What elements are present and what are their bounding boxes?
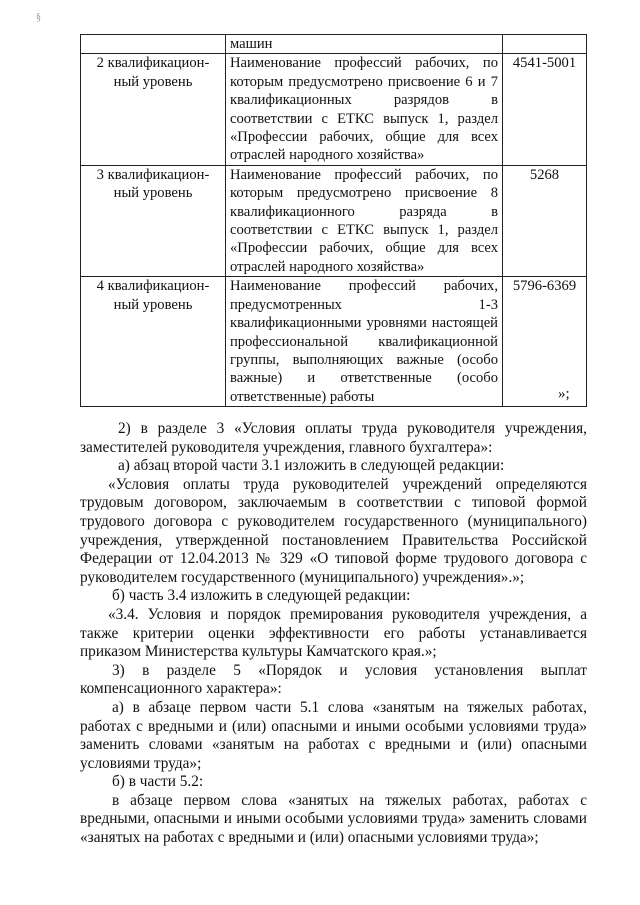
level-cell: 2 квалификацион-ный уровень <box>81 54 226 165</box>
description-cell: Наименование профессий рабочих, предусмотренных 1-3 квалификационными уровнями настоящей профессиональной квалификационной группы, выполняющих важные (особо важные) и ответственные (особо ответственные) работы <box>226 277 503 407</box>
paragraph: 3) в разделе 5 «Порядок и условия установления выплат компенсационного характера»: <box>80 661 587 698</box>
level-cell: 4 квалификацион-ный уровень <box>81 277 226 407</box>
description-cell: Наименование профессий рабочих, по которым предусмотрено присвоение 8 квалификационного разряда в соответствии с ЕТКС выпуск 1, раздел «Профессии рабочих, общие для всех отраслей народного хозяйства» <box>226 165 503 276</box>
paragraph: б) часть 3.4 изложить в следующей редакции: <box>112 587 411 605</box>
table-row <box>81 35 587 54</box>
description-cell: Наименование профессий рабочих, по которым предусмотрено присвоение 6 и 7 квалификационных разрядов в соответствии с ЕТКС выпуск 1, раздел «Профессии рабочих, общие для всех отраслей народного хозяйства» <box>226 54 503 165</box>
corner-mark: § <box>36 12 41 23</box>
table-closing-quote: »; <box>558 386 570 402</box>
paragraph: «Условия оплаты труда руководителей учреждений определяются трудовым договором, заключаемым в соответствии с типовой формой трудового договора с руководителем государственного (муниципального) учреждения, утвержденной постановлением Правительства Российской Федерации от 12.04.2013 № 329 «О типовой форме трудового договора с руководителем государственного (муниципального) учреждения».»; <box>80 475 587 586</box>
paragraph: б) в части 5.2: <box>112 773 204 791</box>
salary-cell: 5268 <box>503 165 587 276</box>
table-row <box>81 277 587 407</box>
paragraph: «3.4. Условия и порядок премирования руководителя учреждения, а также критерии оценки эффективности его работы устанавливается приказом Министерства культуры Камчатского края.»; <box>80 605 587 661</box>
salary-cell: 4541-5001 <box>503 54 587 165</box>
level-cell: 3 квалификацион-ный уровень <box>81 165 226 276</box>
paragraph: в абзаце первом слова «занятых на тяжелых работах, работах с вредными, опасными и иными особыми условиями труда» заменить словами «занятых на работах с вредными и (или) опасными условиями труда»; <box>80 791 587 847</box>
qualification-table <box>80 34 587 407</box>
salary-cell <box>503 35 587 54</box>
level-cell <box>81 35 226 54</box>
table-row <box>81 54 587 165</box>
table-row <box>81 165 587 276</box>
paragraph: а) в абзаце первом части 5.1 слова «занятым на тяжелых работах, работах с вредными и (или) опасными и иными особыми условиями труда» заменить словами «занятым на работах с вредными и (или) опасными условиями труда»; <box>80 698 587 772</box>
salary-cell: 5796-6369 <box>503 277 587 407</box>
paragraph: а) абзац второй части 3.1 изложить в следующей редакции: <box>118 457 505 475</box>
paragraph: 2) в разделе 3 «Условия оплаты труда руководителя учреждения, заместителей руководителя учреждения, главного бухгалтера»: <box>80 420 587 456</box>
document-body <box>80 420 587 848</box>
description-cell: машин <box>226 35 503 54</box>
